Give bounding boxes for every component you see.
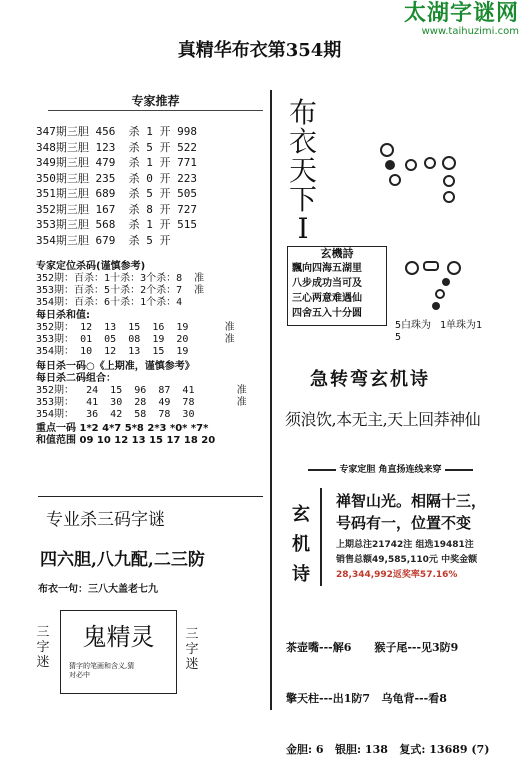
buyi-char: I [297,212,309,245]
expert-line-text: 专家定胆 角直扬连线来穿 [339,465,442,475]
riddle-list [286,605,489,775]
stat-line: 28,344,992返奖率57.16% [336,570,458,580]
caption-left: 5白珠为5 [395,320,432,343]
one-code-heading: 每日杀一码○《上期准，谨慎参考》 [36,361,195,372]
buyi-char: 天 [288,154,317,187]
expert-row: 352期三胆 167 杀 8 开 727 [36,202,197,216]
poem-line: 八步成功当可及 [292,278,362,289]
rule-right [445,469,473,471]
one-code-row: 352期： 24 15 96 87 41 准 [36,385,247,396]
section-rule [38,496,263,498]
column-divider [270,90,272,710]
riddle-row: 茶壶嘴---解6 猴子尾---见3防9 [286,641,459,654]
position-row: 353期：百杀：5十杀：2个杀：7 准 [36,285,205,296]
turn-heading: 急转弯玄机诗 [310,369,430,390]
expert-row: 350期三胆 235 杀 0 开 223 [36,171,197,185]
sanzimi-char: 字 [185,642,199,657]
expert-heading: 专家推荐 [131,94,180,108]
buyi-char: 衣 [288,125,317,158]
xuanji-char: 机 [292,534,310,555]
sanzimi-char: 三 [185,627,199,642]
expert-line [283,462,498,475]
rule-left [308,469,336,471]
xuanji-poem [336,490,486,534]
poem-lines [288,261,386,321]
xuanji-char: 诗 [292,564,310,585]
one-code-row: 353期： 41 30 28 49 78 准 [36,397,247,408]
turn-line: 须浪饮,本无主,天上回莽神仙 [285,410,481,429]
buyi-vertical [283,98,323,243]
poem-box [287,246,387,326]
sanzimi-char: 迷 [36,655,50,670]
poem-line: 四舍五入十分圆 [292,308,362,319]
daily-kill-row: 353期： 01 05 08 19 20 准 [36,334,235,345]
sanzimi-right [185,627,199,672]
poem-title: 玄機詩 [320,247,354,260]
expert-row: 353期三胆 568 杀 1 开 515 [36,218,197,231]
four-six: 四六胆,八九配,二三防 [40,550,205,570]
expert-row: 347期三胆 456 杀 1 开 998 [36,125,197,138]
page-title: 真精华布衣第354期 [177,40,342,61]
position-kill-section [36,261,266,447]
xuanji-line: 禅智山光。相隔十三， [336,492,487,510]
sanzimi-char: 三 [36,625,50,640]
position-row: 354期：百杀：6十杀：1个杀：4 [36,297,183,308]
bead-illustration [375,135,470,215]
one-code-row: 354期： 36 42 58 78 30 [36,409,195,420]
expert-row: 348期三胆 123 杀 5 开 522 [36,140,197,154]
daily-kill-row: 354期： 10 12 13 15 19 [36,346,189,357]
position-heading: 专家定位杀码(谨慎参考) [36,261,146,272]
bead-illustration-small [398,254,478,319]
caption-right: 1单珠为1 [440,320,483,331]
sanzimi-left [36,625,50,670]
riddle-row: 金胆: 6 银胆: 138 复式: 13689 (7) [286,743,490,756]
combo-heading: 每日杀二码组合： [36,373,116,384]
expert-heading-band [48,92,263,111]
xuanji-line: 号码有一，位置不变 [336,514,472,532]
sanzimi-char: 字 [36,640,50,655]
buyi-char: 布 [288,96,317,129]
gui-note: 猜字的笔画和含义,猜 [69,662,135,670]
gui-box [60,610,177,694]
poem-line: 飄向四海五湖里 [292,263,362,274]
gui-text: 鬼精灵 [82,623,155,651]
expert-row: 351期三胆 689 杀 5 开 505 [36,187,197,200]
buyi-sentence: 布衣一句：三八大盖老七九 [38,584,158,595]
daily-kill-row: 352期： 12 13 15 16 19 准 [36,322,235,333]
xuanji-divider [320,488,322,586]
sanzimi-char: 迷 [185,657,199,672]
expert-row: 349期三胆 479 杀 1 开 771 [36,156,197,169]
pro-title: 专业杀三码字谜 [46,510,165,530]
daily-kill-heading: 每日杀和值: [36,310,90,321]
expert-list [36,124,197,248]
xuanji-stats [336,538,477,583]
riddle-row: 擎天柱---出1防7 乌龟背---看8 [286,692,447,705]
stat-line: 销售总额49,585,110元 中奖金额 [336,555,478,565]
xuanji-char: 玄 [292,504,310,525]
poem-line: 三心两意难遇仙 [292,293,362,304]
expert-row: 354期三胆 679 杀 5 开 [36,233,171,247]
xuanji-label [290,500,312,590]
stat-line: 上期总注21742注 组选19481注 [336,540,474,550]
position-row: 352期：百杀：1十杀：3个杀：8 准 [36,273,205,284]
gui-note: 对必中 [69,671,90,679]
focus-code: 重点一码 1*2 4*7 5*8 2*3 *0* *7* [36,423,209,434]
logo-url: www.taihuzimi.com [421,26,519,37]
logo-name: 太湖字谜网 [403,1,519,26]
sum-range: 和值范围 09 10 12 13 15 17 18 20 [36,435,216,446]
buyi-char: 下 [288,183,317,216]
